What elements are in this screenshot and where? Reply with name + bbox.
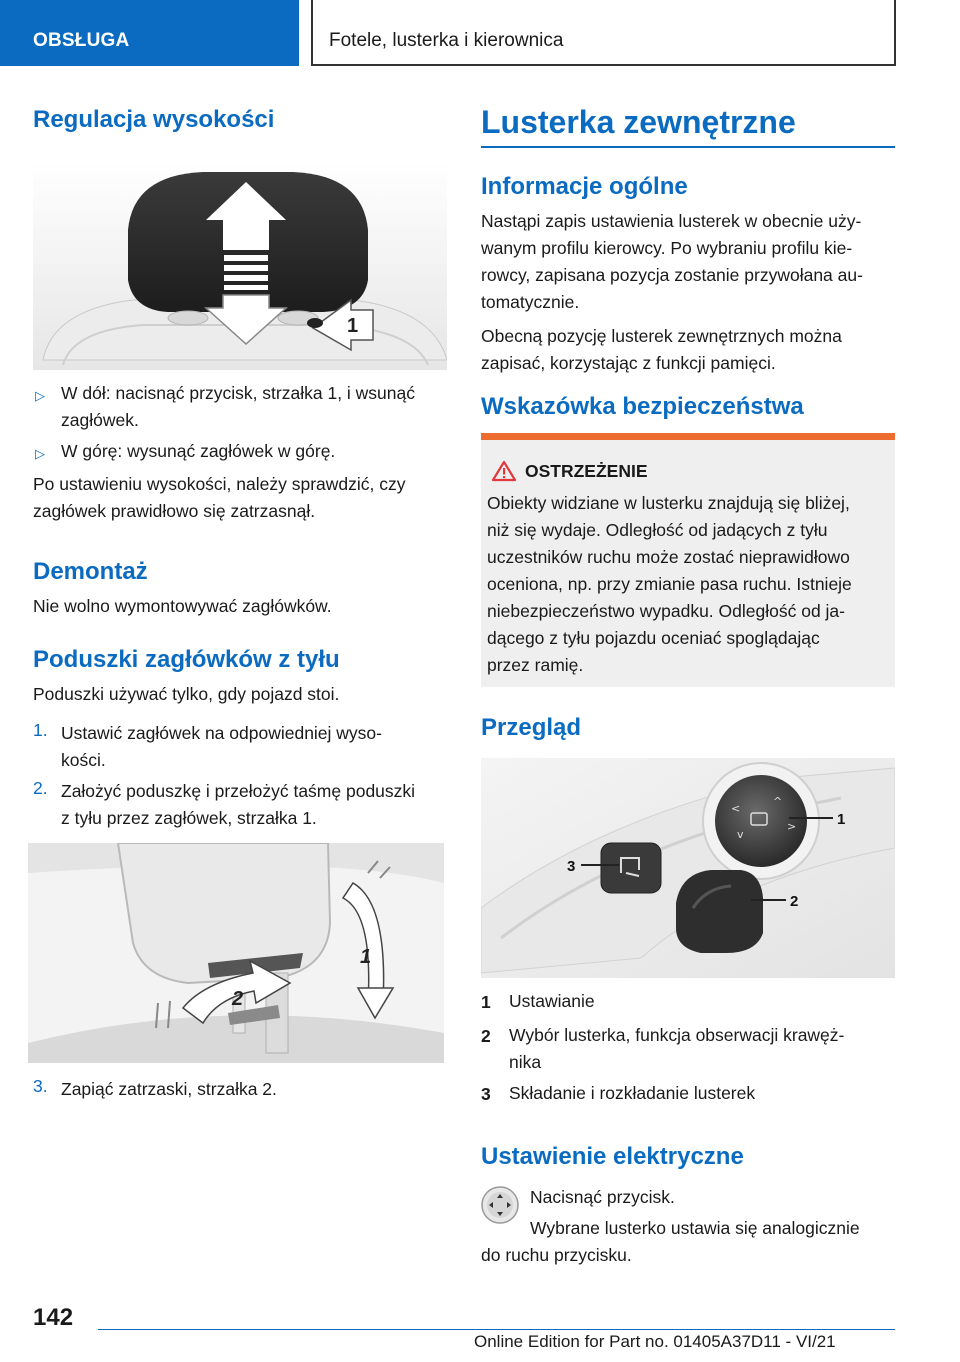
mirrors-title: Lusterka zewnętrzne: [481, 104, 796, 140]
step-text: Założyć poduszkę i przełożyć taśmę poduszki: [61, 781, 416, 801]
warning-text: niż się wydaje. Odległość od jadących z tyłu: [487, 520, 828, 540]
legend-number: 1: [481, 992, 491, 1012]
step-text: z tyłu przez zagłówek, strzałka 1.: [61, 808, 317, 828]
bullet-text: W dół: nacisnąć przycisk, strzałka 1, i wsunąć: [61, 383, 416, 403]
svg-text:>: >: [787, 820, 797, 833]
warning-text: przez ramię.: [487, 655, 584, 675]
mirror-controls-illustration: [481, 758, 895, 978]
chapter-label: Fotele, lusterka i kierownica: [329, 30, 564, 51]
step-text: kości.: [61, 750, 106, 770]
section-tab: [0, 0, 299, 66]
dismount-text: Nie wolno wymontowywać zagłówków.: [33, 596, 332, 616]
bullet-text: zagłówek.: [61, 410, 139, 430]
arrow-1-label: 1: [360, 946, 372, 968]
bullet-icon: ▷: [35, 388, 45, 403]
step-number: 3.: [33, 1076, 48, 1096]
cushion-text: Poduszki używać tylko, gdy pojazd stoi.: [33, 684, 340, 704]
title-rule: [481, 146, 895, 148]
step-number: 1.: [33, 720, 48, 740]
height-title: Regulacja wysokości: [33, 106, 275, 133]
legend-number: 2: [481, 1026, 491, 1046]
cushion-illustration: [28, 843, 444, 1063]
svg-text:^: ^: [773, 795, 783, 808]
warning-triangle-icon: [491, 460, 517, 482]
headrest-figure: [33, 160, 447, 370]
callout-3: 3: [567, 858, 576, 875]
bullet-icon: ▷: [35, 446, 45, 461]
warning-text: oceniona, np. przy zmianie pasa ruchu. Istnieje: [487, 574, 852, 594]
warning-bar: [481, 433, 895, 440]
electric-title: Ustawienie elektryczne: [481, 1143, 744, 1170]
save-text: Obecną pozycję lusterek zewnętrznych można: [481, 326, 842, 346]
page-number: 142: [33, 1304, 74, 1331]
arrow-2-label: 2: [232, 988, 244, 1010]
section-label: OBSŁUGA: [33, 30, 130, 51]
safety-title: Wskazówka bezpieczeństwa: [481, 393, 804, 420]
general-title: Informacje ogólne: [481, 173, 688, 200]
edition-text: Online Edition for Part no. 01405A37D11 - VI/21: [474, 1332, 836, 1351]
step-number: 2.: [33, 778, 48, 798]
cushion-figure: [28, 843, 444, 1063]
save-text: zapisać, korzystając z funkcji pamięci.: [481, 353, 776, 373]
mirror-adjust-button-icon: [481, 1186, 519, 1224]
general-text: wanym profilu kierowcy. Po wybraniu profilu kie-: [481, 238, 853, 258]
general-text: rowcy, zapisana pozycja zostanie przywołana au-: [481, 265, 863, 285]
arrow-1-label: 1: [347, 315, 359, 337]
legend-text: Składanie i rozkładanie lusterek: [509, 1083, 756, 1103]
warning-text: uczestników ruchu może zostać nieprawidłowo: [487, 547, 850, 567]
height-note: zagłówek prawidłowo się zatrzasnął.: [33, 501, 316, 521]
headrest-illustration: [33, 160, 447, 370]
footer-rule: [98, 1329, 895, 1330]
callout-1: 1: [837, 811, 846, 828]
warning-text: niebezpieczeństwo wypadku. Odległość od ja-: [487, 601, 845, 621]
step-text: Zapiąć zatrzaski, strzałka 2.: [61, 1079, 277, 1099]
overview-title: Przegląd: [481, 714, 582, 741]
cushion-title: Poduszki zagłówków z tyłu: [33, 646, 340, 673]
legend-text: nika: [509, 1052, 542, 1072]
legend-text: Wybór lusterka, funkcja obserwacji krawęż-: [509, 1025, 845, 1045]
electric-text: do ruchu przycisku.: [481, 1245, 632, 1265]
height-note: Po ustawieniu wysokości, należy sprawdzić, czy: [33, 474, 406, 494]
svg-text:<: <: [731, 802, 741, 815]
legend-number: 3: [481, 1084, 491, 1104]
general-text: Nastąpi zapis ustawienia lusterek w obecnie uży-: [481, 211, 862, 231]
electric-text: Nacisnąć przycisk.: [530, 1187, 675, 1207]
callout-2: 2: [790, 893, 799, 910]
general-text: tomatycznie.: [481, 292, 580, 312]
page-header: [0, 0, 960, 66]
warning-text: dącego z tyłu pojazdu oceniać spoglądając: [487, 628, 820, 648]
chapter-box: [311, 0, 896, 66]
dismount-title: Demontaż: [33, 558, 148, 585]
warning-box: [481, 433, 895, 687]
warning-label: OSTRZEŻENIE: [525, 461, 648, 481]
warning-text: Obiekty widziane w lusterku znajdują się bliżej,: [487, 493, 850, 513]
mirror-controls-figure: [481, 758, 895, 978]
step-text: Ustawić zagłówek na odpowiedniej wyso-: [61, 723, 382, 743]
legend-text: Ustawianie: [509, 991, 595, 1011]
electric-text: Wybrane lusterko ustawia się analogicznie: [530, 1218, 860, 1238]
bullet-text: W górę: wysunąć zagłówek w górę.: [61, 441, 336, 461]
svg-text:v: v: [737, 828, 744, 841]
